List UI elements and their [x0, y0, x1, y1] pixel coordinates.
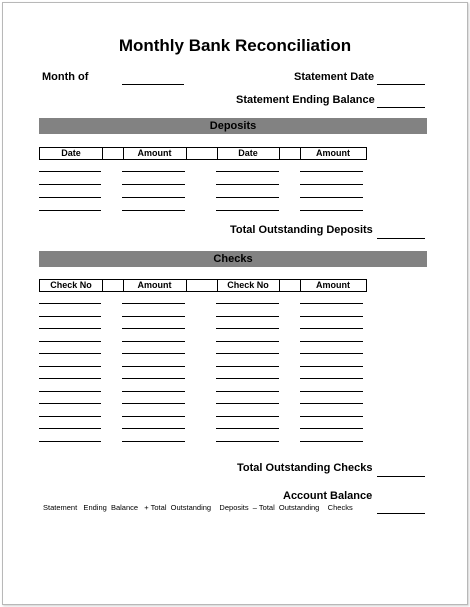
check-entry-line[interactable] [300, 416, 363, 417]
total-outstanding-deposits-label: Total Outstanding Deposits [230, 224, 373, 236]
deposit-entry-line[interactable] [216, 210, 279, 211]
deposits-section-header: Deposits [39, 118, 427, 134]
check-entry-line[interactable] [216, 403, 279, 404]
deposit-entry-line[interactable] [122, 171, 185, 172]
check-entry-line[interactable] [39, 441, 101, 442]
check-entry-line[interactable] [216, 428, 279, 429]
check-entry-line[interactable] [300, 328, 363, 329]
check-entry-line[interactable] [39, 428, 101, 429]
check-entry-line[interactable] [216, 391, 279, 392]
check-entry-line[interactable] [122, 303, 185, 304]
check-entry-line[interactable] [39, 403, 101, 404]
check-entry-line[interactable] [300, 341, 363, 342]
deposit-entry-line[interactable] [300, 197, 363, 198]
account-balance-formula: Statement Ending Balance + Total Outstanding Deposits – Total Outstanding Checks [43, 503, 353, 512]
check-entry-line[interactable] [39, 341, 101, 342]
check-entry-line[interactable] [122, 428, 185, 429]
check-entry-line[interactable] [216, 303, 279, 304]
checks-col-amount-1: Amount [137, 280, 172, 290]
deposit-entry-line[interactable] [216, 197, 279, 198]
deposit-entry-line[interactable] [39, 184, 101, 185]
check-entry-line[interactable] [300, 391, 363, 392]
check-entry-line[interactable] [39, 303, 101, 304]
check-entry-line[interactable] [39, 391, 101, 392]
statement-date-field[interactable] [377, 84, 425, 85]
check-entry-line[interactable] [300, 403, 363, 404]
reconciliation-form [2, 2, 468, 605]
account-balance-field[interactable] [377, 513, 425, 514]
deposit-entry-line[interactable] [216, 184, 279, 185]
deposit-entry-line[interactable] [216, 171, 279, 172]
check-entry-line[interactable] [216, 366, 279, 367]
check-entry-line[interactable] [39, 366, 101, 367]
check-entry-line[interactable] [122, 353, 185, 354]
total-outstanding-checks-field[interactable] [377, 476, 425, 477]
check-entry-line[interactable] [216, 441, 279, 442]
month-label: Month of [42, 71, 89, 83]
deposits-col-amount-1: Amount [137, 148, 172, 158]
statement-ending-balance-field[interactable] [377, 107, 425, 108]
total-outstanding-checks-label: Total Outstanding Checks [237, 462, 373, 474]
check-entry-line[interactable] [216, 328, 279, 329]
statement-ending-balance-label: Statement Ending Balance [236, 94, 375, 106]
check-entry-line[interactable] [300, 303, 363, 304]
account-balance-label: Account Balance [283, 490, 373, 502]
deposit-entry-line[interactable] [39, 197, 101, 198]
check-entry-line[interactable] [39, 416, 101, 417]
deposit-entry-line[interactable] [122, 184, 185, 185]
deposits-col-amount-2: Amount [316, 148, 350, 158]
deposit-entry-line[interactable] [300, 171, 363, 172]
checks-column-header [39, 279, 367, 292]
check-entry-line[interactable] [122, 403, 185, 404]
statement-date-label: Statement Date [294, 71, 375, 83]
check-entry-line[interactable] [300, 316, 363, 317]
check-entry-line[interactable] [122, 378, 185, 379]
month-field[interactable] [122, 84, 184, 85]
deposits-column-header [39, 147, 367, 160]
check-entry-line[interactable] [122, 366, 185, 367]
check-entry-line[interactable] [300, 428, 363, 429]
page-title: Monthly Bank Reconciliation [118, 36, 352, 55]
deposits-col-date-2: Date [238, 148, 258, 158]
check-entry-line[interactable] [300, 441, 363, 442]
total-outstanding-deposits-field[interactable] [377, 238, 425, 239]
check-entry-line[interactable] [122, 316, 185, 317]
deposit-entry-line[interactable] [39, 210, 101, 211]
check-entry-line[interactable] [300, 366, 363, 367]
check-entry-line[interactable] [39, 328, 101, 329]
checks-section-header: Checks [39, 251, 427, 267]
deposit-entry-line[interactable] [300, 184, 363, 185]
check-entry-line[interactable] [122, 441, 185, 442]
check-entry-line[interactable] [122, 416, 185, 417]
check-entry-line[interactable] [39, 378, 101, 379]
check-entry-line[interactable] [216, 353, 279, 354]
deposit-entry-line[interactable] [39, 171, 101, 172]
checks-col-check-no-1: Check No [50, 280, 92, 290]
deposit-entry-line[interactable] [300, 210, 363, 211]
check-entry-line[interactable] [122, 328, 185, 329]
check-entry-line[interactable] [300, 378, 363, 379]
check-entry-line[interactable] [39, 353, 101, 354]
check-entry-line[interactable] [216, 416, 279, 417]
check-entry-line[interactable] [216, 316, 279, 317]
deposit-entry-line[interactable] [122, 197, 185, 198]
checks-col-amount-2: Amount [316, 280, 350, 290]
deposit-entry-line[interactable] [122, 210, 185, 211]
check-entry-line[interactable] [122, 341, 185, 342]
check-entry-line[interactable] [122, 391, 185, 392]
check-entry-line[interactable] [216, 341, 279, 342]
check-entry-line[interactable] [39, 316, 101, 317]
check-entry-line[interactable] [300, 353, 363, 354]
deposits-col-date-1: Date [61, 148, 81, 158]
checks-col-check-no-2: Check No [227, 280, 269, 290]
check-entry-line[interactable] [216, 378, 279, 379]
